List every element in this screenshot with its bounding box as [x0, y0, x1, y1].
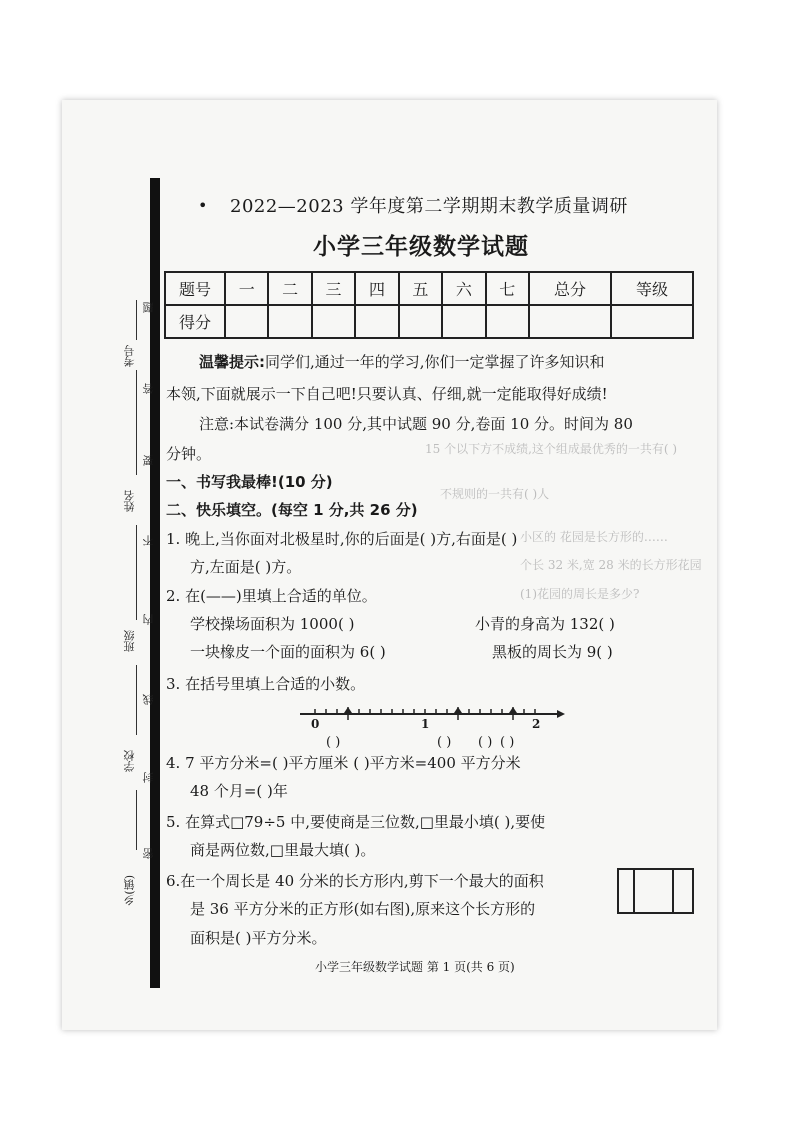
score-table-score-row — [165, 305, 693, 338]
table-cell: 三 — [312, 272, 355, 305]
question-5: 5. 在算式□79÷5 中,要使商是三位数,□里最小填( ),要使 — [166, 813, 546, 831]
score-table — [164, 271, 694, 339]
exam-number-label: 考号 — [123, 345, 136, 367]
table-cell: 等级 — [611, 272, 693, 305]
answer-blank[interactable]: ( ) — [326, 735, 341, 750]
score-cell[interactable] — [355, 305, 398, 338]
number-line — [300, 705, 565, 735]
question-2: 2. 在(——)里填上合适的单位。 — [166, 587, 377, 605]
seal-char: 不 — [142, 535, 155, 546]
rectangle-figure — [617, 868, 694, 914]
tips-line — [199, 351, 605, 372]
binding-line — [136, 370, 137, 475]
class-label: 班级 — [123, 630, 136, 652]
answer-blank[interactable]: ( ) — [437, 735, 452, 750]
table-cell: 得分 — [165, 305, 225, 338]
seal-char: 要 — [142, 455, 155, 466]
table-cell: 七 — [486, 272, 529, 305]
bleed-through-text: 不规则的一共有( )人 — [440, 487, 550, 501]
note-line: 注意:本试卷满分 100 分,其中试题 90 分,卷面 10 分。时间为 80 — [199, 415, 633, 433]
binding-line — [136, 790, 137, 850]
tick-label: 1 — [421, 717, 430, 731]
score-cell[interactable] — [312, 305, 355, 338]
seal-char: 线 — [142, 694, 155, 705]
table-cell: 二 — [268, 272, 311, 305]
answer-blank[interactable]: ( ) — [478, 735, 493, 750]
tick-label: 0 — [311, 717, 320, 731]
bleed-through-text: 15 个以下方不成绩,这个组成最优秀的一共有( ) — [425, 442, 678, 456]
name-label: 姓名 — [123, 490, 136, 512]
question-4-cont: 48 个月=( )年 — [190, 782, 288, 800]
score-cell[interactable] — [529, 305, 611, 338]
bleed-through-text: 个长 32 米,宽 28 米的长方形花园 — [520, 558, 702, 572]
score-table-header-row — [165, 272, 693, 305]
question-1: 1. 晚上,当你面对北极星时,你的后面是( )方,右面是( ) — [166, 530, 518, 548]
binding-line — [136, 665, 137, 735]
score-cell[interactable] — [268, 305, 311, 338]
tips-label: 温馨提示: — [199, 353, 265, 371]
question-2c: 一块橡皮一个面的面积为 6( ) — [190, 643, 386, 661]
seal-char: 答 — [142, 383, 155, 394]
question-2a: 学校操场面积为 1000( ) — [190, 615, 355, 633]
question-3: 3. 在括号里填上合适的小数。 — [166, 675, 366, 693]
note-line: 分钟。 — [166, 445, 212, 463]
binding-bar — [150, 178, 160, 988]
bullet-dot: • — [198, 196, 208, 215]
question-6-cont: 是 36 平方分米的正方形(如右图),原来这个长方形的 — [190, 900, 536, 918]
question-5-cont: 商是两位数,□里最大填( )。 — [190, 841, 376, 859]
table-cell: 一 — [225, 272, 268, 305]
table-cell: 总分 — [529, 272, 611, 305]
table-cell: 题号 — [165, 272, 225, 305]
seal-char: 封 — [142, 772, 155, 783]
section-heading: 一、书写我最棒!(10 分) — [166, 473, 333, 491]
exam-subtitle: 小学三年级数学试题 — [313, 234, 529, 260]
score-cell[interactable] — [611, 305, 693, 338]
bleed-through-text: (1)花园的周长是多少? — [520, 587, 640, 601]
question-1-cont: 方,左面是( )方。 — [190, 558, 302, 576]
question-6: 6.在一个周长是 40 分米的长方形内,剪下一个最大的面积 — [166, 872, 544, 890]
table-cell: 六 — [442, 272, 485, 305]
section-heading: 二、快乐填空。(每空 1 分,共 26 分) — [166, 501, 418, 519]
question-2d: 黑板的周长为 9( ) — [492, 643, 613, 661]
answer-blank[interactable]: ( ) — [500, 735, 515, 750]
page-footer: 小学三年级数学试题 第 1 页(共 6 页) — [315, 960, 515, 974]
binding-line — [136, 300, 137, 340]
question-2b: 小青的身高为 132( ) — [475, 615, 615, 633]
score-cell[interactable] — [225, 305, 268, 338]
seal-char: 内 — [142, 614, 155, 625]
school-label: 学校 — [123, 750, 136, 772]
score-cell[interactable] — [399, 305, 442, 338]
tips-text: 同学们,通过一年的学习,你们一定掌握了许多知识和 — [265, 353, 605, 371]
question-4: 4. 7 平方分米=( )平方厘米 ( )平方米=400 平方分米 — [166, 754, 521, 772]
number-line-axis — [300, 707, 565, 721]
seal-char: 密 — [142, 848, 155, 859]
seal-char: 题 — [142, 302, 155, 313]
tick-label: 2 — [532, 717, 541, 731]
figure-divider — [672, 870, 674, 912]
table-cell: 四 — [355, 272, 398, 305]
tips-line: 本领,下面就展示一下自己吧!只要认真、仔细,就一定能取得好成绩! — [166, 385, 608, 403]
figure-divider — [633, 870, 635, 912]
bleed-through-text: 小区的 花园是长方形的…… — [520, 530, 668, 544]
exam-title: 2022—2023 学年度第二学期期末教学质量调研 — [230, 196, 628, 217]
score-cell[interactable] — [442, 305, 485, 338]
table-cell: 五 — [399, 272, 442, 305]
score-cell[interactable] — [486, 305, 529, 338]
question-6-cont: 面积是( )平方分米。 — [190, 929, 327, 947]
town-label: 乡(镇) — [123, 875, 136, 906]
binding-line — [136, 525, 137, 620]
